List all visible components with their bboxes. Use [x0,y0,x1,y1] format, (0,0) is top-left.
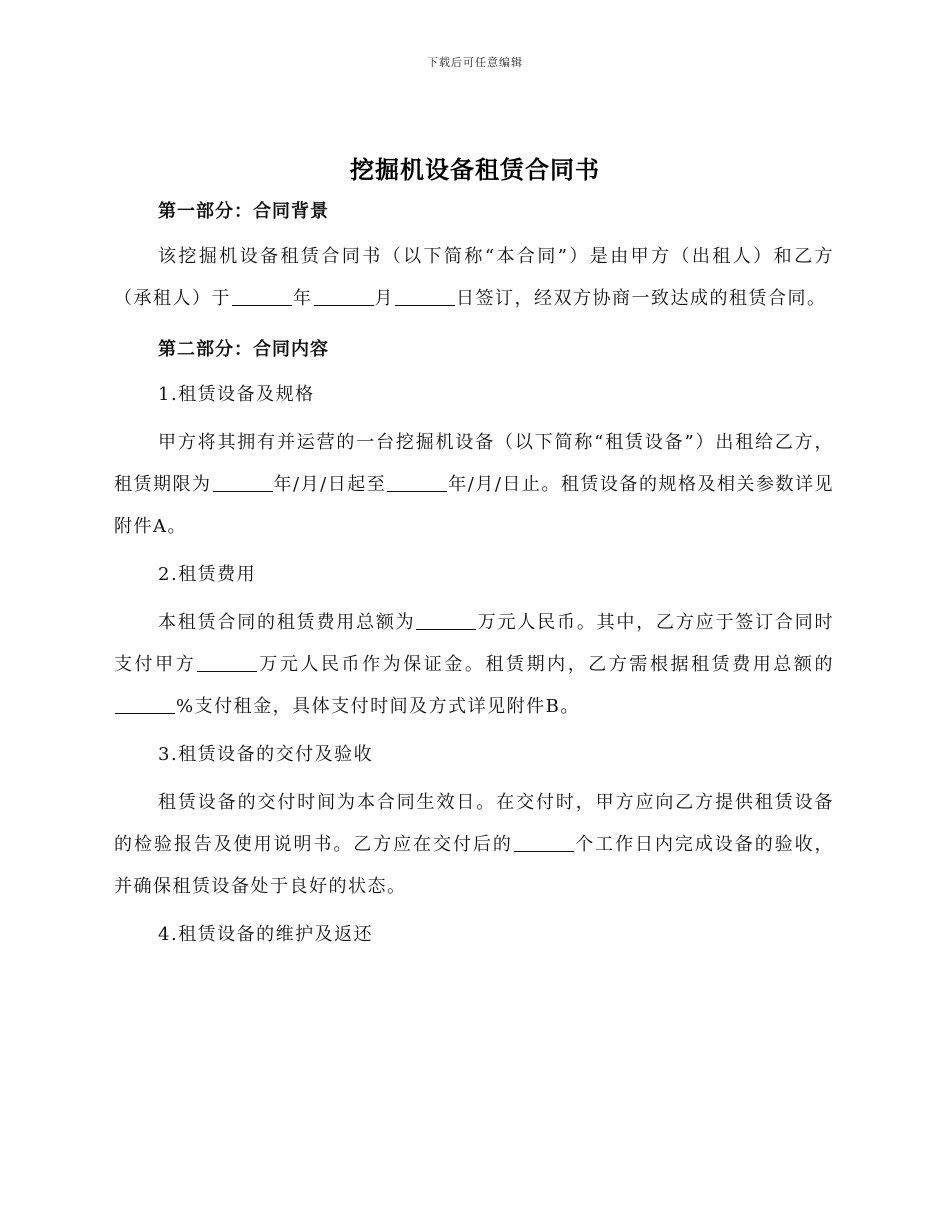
text-run: 本租赁合同的租赁费用总额为 [158,612,416,633]
text-run: 该挖掘机设备租赁合同书（以下简称“本合同”）是由甲方（出租人）和乙方（承租人）于 [114,246,834,309]
fill-blank-month [314,287,374,306]
item-3-heading: 3.租赁设备的交付及验收 [158,744,374,765]
text-run: %支付租金，具体支付时间及方式详见附件B。 [176,696,580,717]
item-4-heading: 4.租赁设备的维护及返还 [158,924,374,945]
section-2-heading: 第二部分：合同内容 [158,339,329,360]
text-run: 日签订，经双方协商一致达成的租赁合同。 [456,288,827,309]
item-2-heading: 2.租赁费用 [158,564,257,585]
header-note: 下载后可任意编辑 [427,56,523,69]
text-run: 年/月/日起至 [273,474,387,495]
fill-blank-end-date [387,473,447,492]
text-run: 租赁设备的交付时间为本合同生效日。在交付时，甲方应向乙方提供租赁设备的检验报告及使用说明书。乙方应在交付后的 [114,792,834,855]
text-run: 月 [374,288,394,309]
fill-blank-deposit [197,653,257,672]
fill-blank-year [232,287,292,306]
text-run: 甲方将其拥有并运营的一台挖掘机设备（以下简称“租赁设备”）出租给乙方，租赁期限为 [114,432,834,495]
section-1-heading: 第一部分：合同背景 [158,201,329,222]
fill-blank-percent [115,695,175,714]
text-run: 个工作日内完成设备的验收，并确保租赁设备处于良好的状态。 [114,834,835,897]
item-3-paragraph [114,782,834,908]
text-run: 万元人民币作为保证金。租赁期内，乙方需根据租赁费用总额的 [258,654,834,675]
fill-blank-total-fee [416,611,476,630]
fill-blank-workdays [514,833,574,852]
document-body [114,194,834,956]
section-1-paragraph [114,236,834,320]
fill-blank-start-date [213,473,273,492]
fill-blank-day [395,287,455,306]
text-run: 年 [293,288,313,309]
text-run: 年/月/日止。租赁设备的规格及相关参数详见附件A。 [114,474,834,537]
item-2-paragraph [114,602,834,728]
text-run: 万元人民币。其中，乙方应于签订合同时支付甲方 [114,612,834,675]
item-1-paragraph [114,422,834,548]
item-1-heading: 1.租赁设备及规格 [158,384,315,405]
document-title: 挖掘机设备租赁合同书 [350,156,600,184]
